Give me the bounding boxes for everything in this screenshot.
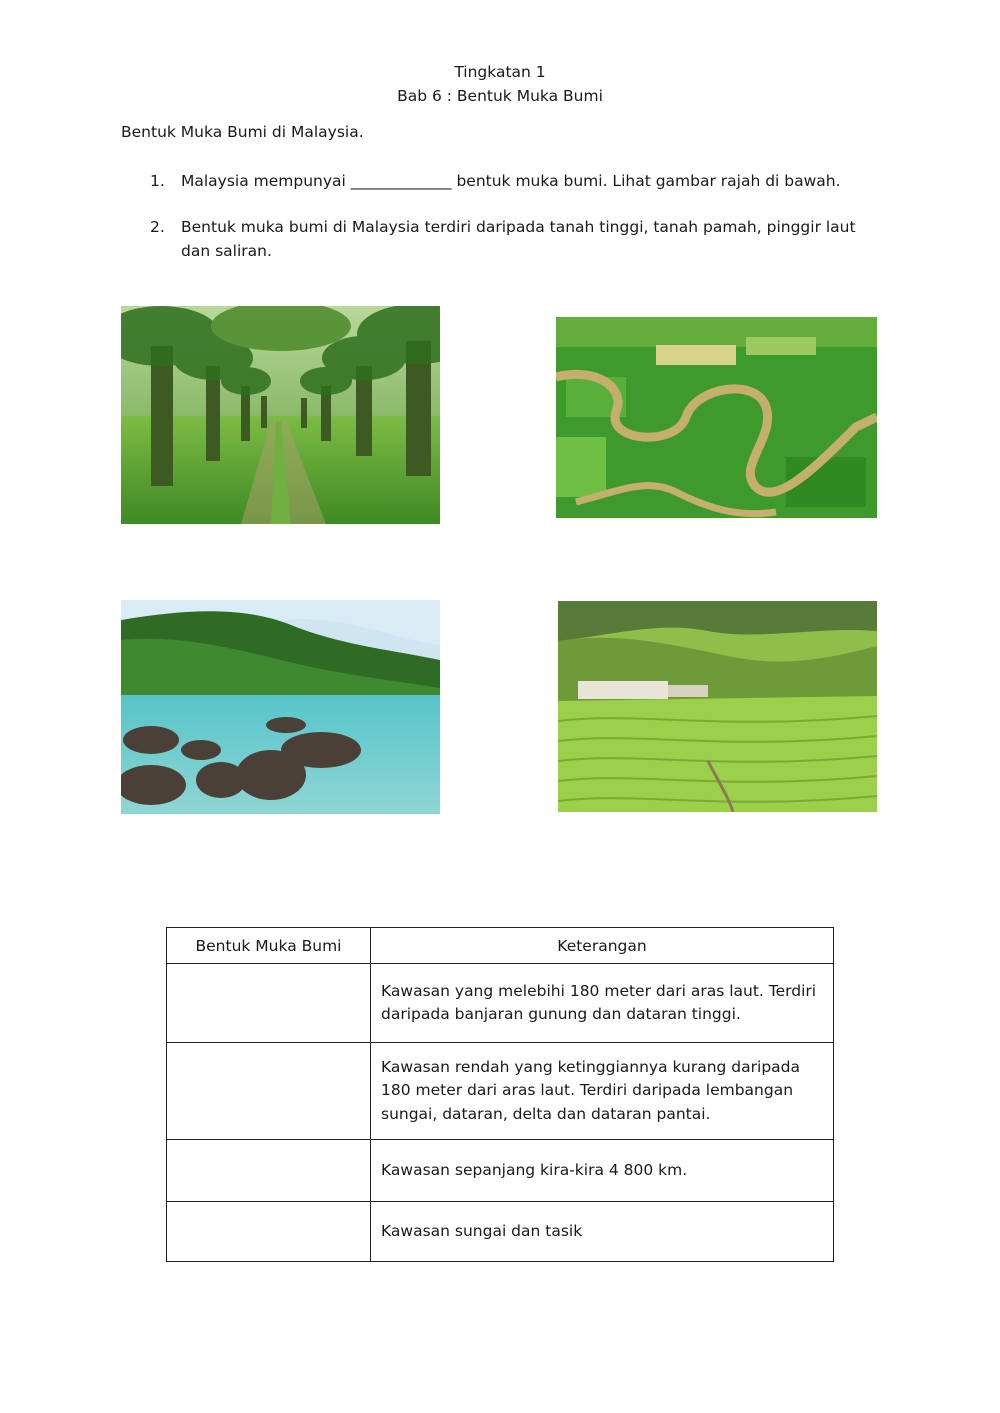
description-cell: Kawasan rendah yang ketinggiannya kurang daripada 180 meter dari aras laut. Terdiri daripada lembangan sungai, dataran, delta dan dataran pantai. bbox=[371, 1043, 834, 1140]
table-row bbox=[167, 1043, 834, 1140]
question-number: 2. bbox=[150, 218, 165, 236]
column-header-landform: Bentuk Muka Bumi bbox=[167, 928, 371, 964]
chapter-title: Bab 6 : Bentuk Muka Bumi bbox=[397, 87, 603, 105]
worksheet-header bbox=[0, 60, 1000, 108]
answer-cell[interactable] bbox=[167, 1202, 371, 1262]
tea-highland-photo bbox=[558, 601, 877, 812]
description-cell: Kawasan sungai dan tasik bbox=[371, 1202, 834, 1262]
form-level-title: Tingkatan 1 bbox=[454, 63, 546, 81]
question-text: Malaysia mempunyai _____________ bentuk muka bumi. Lihat gambar rajah di bawah. bbox=[181, 172, 841, 190]
question-number: 1. bbox=[150, 172, 165, 190]
section-heading: Bentuk Muka Bumi di Malaysia. bbox=[121, 123, 364, 141]
answer-cell[interactable] bbox=[167, 964, 371, 1043]
column-header-description: Keterangan bbox=[371, 928, 834, 964]
palm-plantation-photo bbox=[121, 306, 440, 524]
description-cell: Kawasan yang melebihi 180 meter dari aras laut. Terdiri daripada banjaran gunung dan dataran tinggi. bbox=[371, 964, 834, 1043]
table-row bbox=[167, 1140, 834, 1202]
table-row bbox=[167, 1202, 834, 1262]
table-header-row bbox=[167, 928, 834, 964]
table-row bbox=[167, 964, 834, 1043]
question-text: Bentuk muka bumi di Malaysia terdiri daripada tanah tinggi, tanah pamah, pinggir laut dan saliran. bbox=[181, 218, 856, 260]
answer-cell[interactable] bbox=[167, 1043, 371, 1140]
river-meander-photo bbox=[556, 317, 877, 518]
answer-cell[interactable] bbox=[167, 1140, 371, 1202]
landform-table bbox=[166, 927, 834, 1262]
rocky-coast-photo bbox=[121, 600, 440, 814]
description-cell: Kawasan sepanjang kira-kira 4 800 km. bbox=[371, 1140, 834, 1202]
